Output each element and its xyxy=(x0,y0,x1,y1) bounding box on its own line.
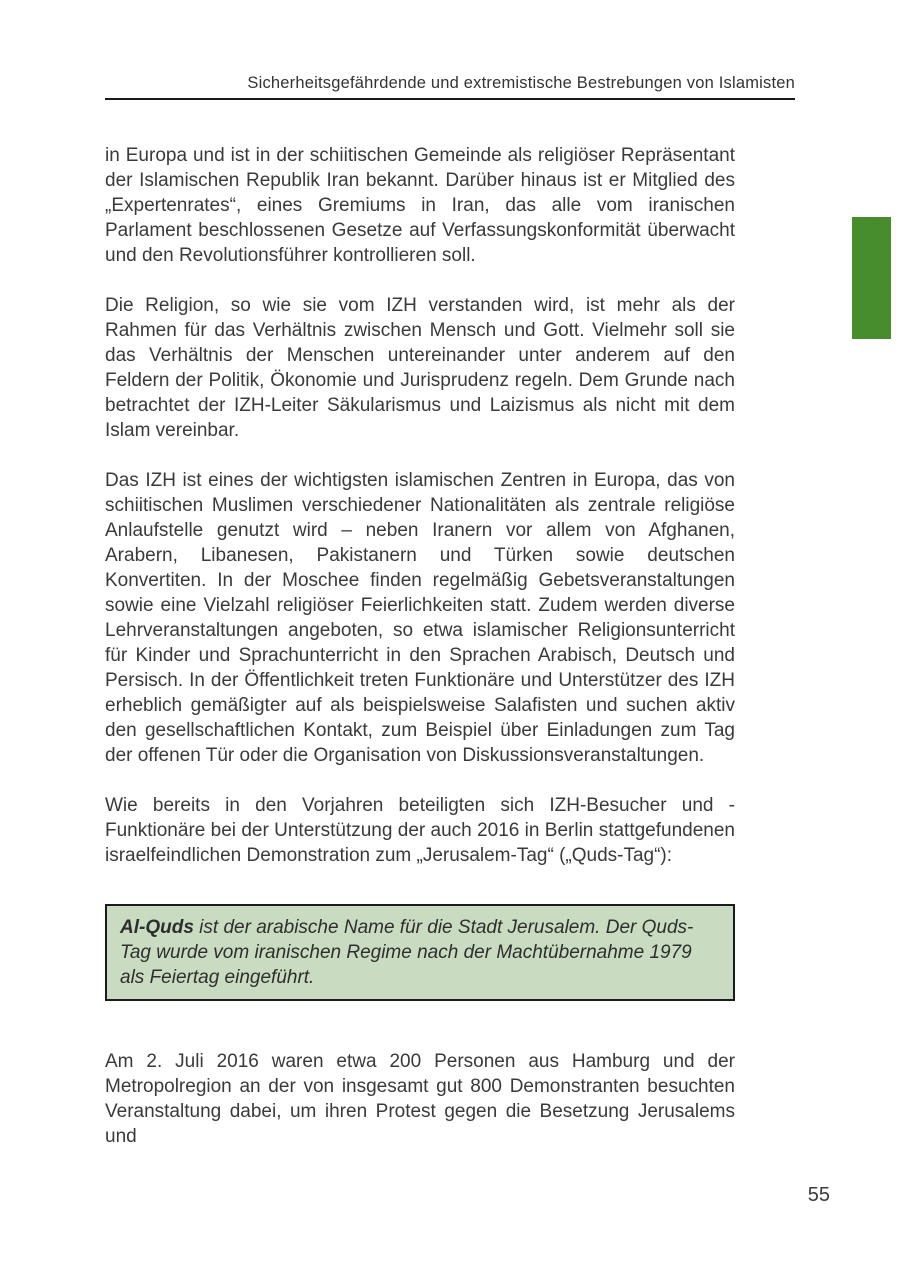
running-head-title: Sicherheitsgefährdende und extremistische Bestrebungen von Islamisten xyxy=(247,74,795,92)
definition-box xyxy=(105,904,735,1001)
paragraph: Am 2. Juli 2016 waren etwa 200 Personen aus Hamburg und der Metropolregion an der von insgesamt gut 800 Demonstranten besuchten Veranstaltung dabei, um ihren Protest gegen die Besetzung Jerusalems und xyxy=(105,1051,735,1147)
paragraph: in Europa und ist in der schiitischen Gemeinde als religiöser Repräsentant der Islamischen Republik Iran bekannt. Darüber hinaus ist er Mitglied des „Expertenrates“, eines Gremiums in Iran, das alle vom iranischen Parlament beschlossenen Gesetze auf Verfassungskonformität überwacht und den Revolutionsführer kontrollieren soll. xyxy=(105,145,735,266)
definition-text: ist der arabische Name für die Stadt Jerusalem. Der Quds-Tag wurde vom iranischen Regime nach der Machtübernahme 1979 als Feiertag eingeführt. xyxy=(120,917,694,988)
header-rule xyxy=(105,98,795,100)
page-number: 55 xyxy=(807,1184,830,1206)
paragraph: Die Religion, so wie sie vom IZH verstanden wird, ist mehr als der Rahmen für das Verhältnis zwischen Mensch und Gott. Vielmehr soll sie das Verhältnis der Menschen untereinander unter anderem auf den Feldern der Politik, Ökonomie und Jurisprudenz regeln. Dem Grunde nach betrachtet der IZH-Leiter Säkularismus und Laizismus als nicht mit dem Islam vereinbar. xyxy=(105,295,735,441)
chapter-thumb-tab xyxy=(852,217,891,339)
body-text-column xyxy=(105,143,735,1174)
definition-term: Al-Quds xyxy=(120,917,194,938)
paragraph: Das IZH ist eines der wichtigsten islamischen Zentren in Europa, das von schiitischen Muslimen verschiedener Nationalitäten als zentrale religiöse Anlaufstelle genutzt wird – neben Iranern vor allem von Afghanen, Arabern, Libanesen, Pakistanern und Türken sowie deutschen Konvertiten. In der Moschee finden regelmäßig Gebetsveranstaltungen sowie eine Vielzahl religiöser Feierlichkeiten statt. Zudem werden diverse Lehrveranstaltungen angeboten, so etwa islamischer Religionsunterricht für Kinder und Sprachunterricht in den Sprachen Arabisch, Deutsch und Persisch. In der Öffentlichkeit treten Funktionäre und Unterstützer des IZH erheblich gemäßigter auf als beispielsweise Salafisten und suchen aktiv den gesellschaftlichen Kontakt, zum Beispiel über Einladungen zum Tag der offenen Tür oder die Organisation von Diskussionsveranstaltungen. xyxy=(105,470,735,766)
paragraph: Wie bereits in den Vorjahren beteiligten sich IZH-Besucher und -Funktionäre bei der Unterstützung der auch 2016 in Berlin stattgefundenen israelfeindlichen Demonstration zum „Jerusalem-Tag“ („Quds-Tag“): xyxy=(105,795,735,866)
